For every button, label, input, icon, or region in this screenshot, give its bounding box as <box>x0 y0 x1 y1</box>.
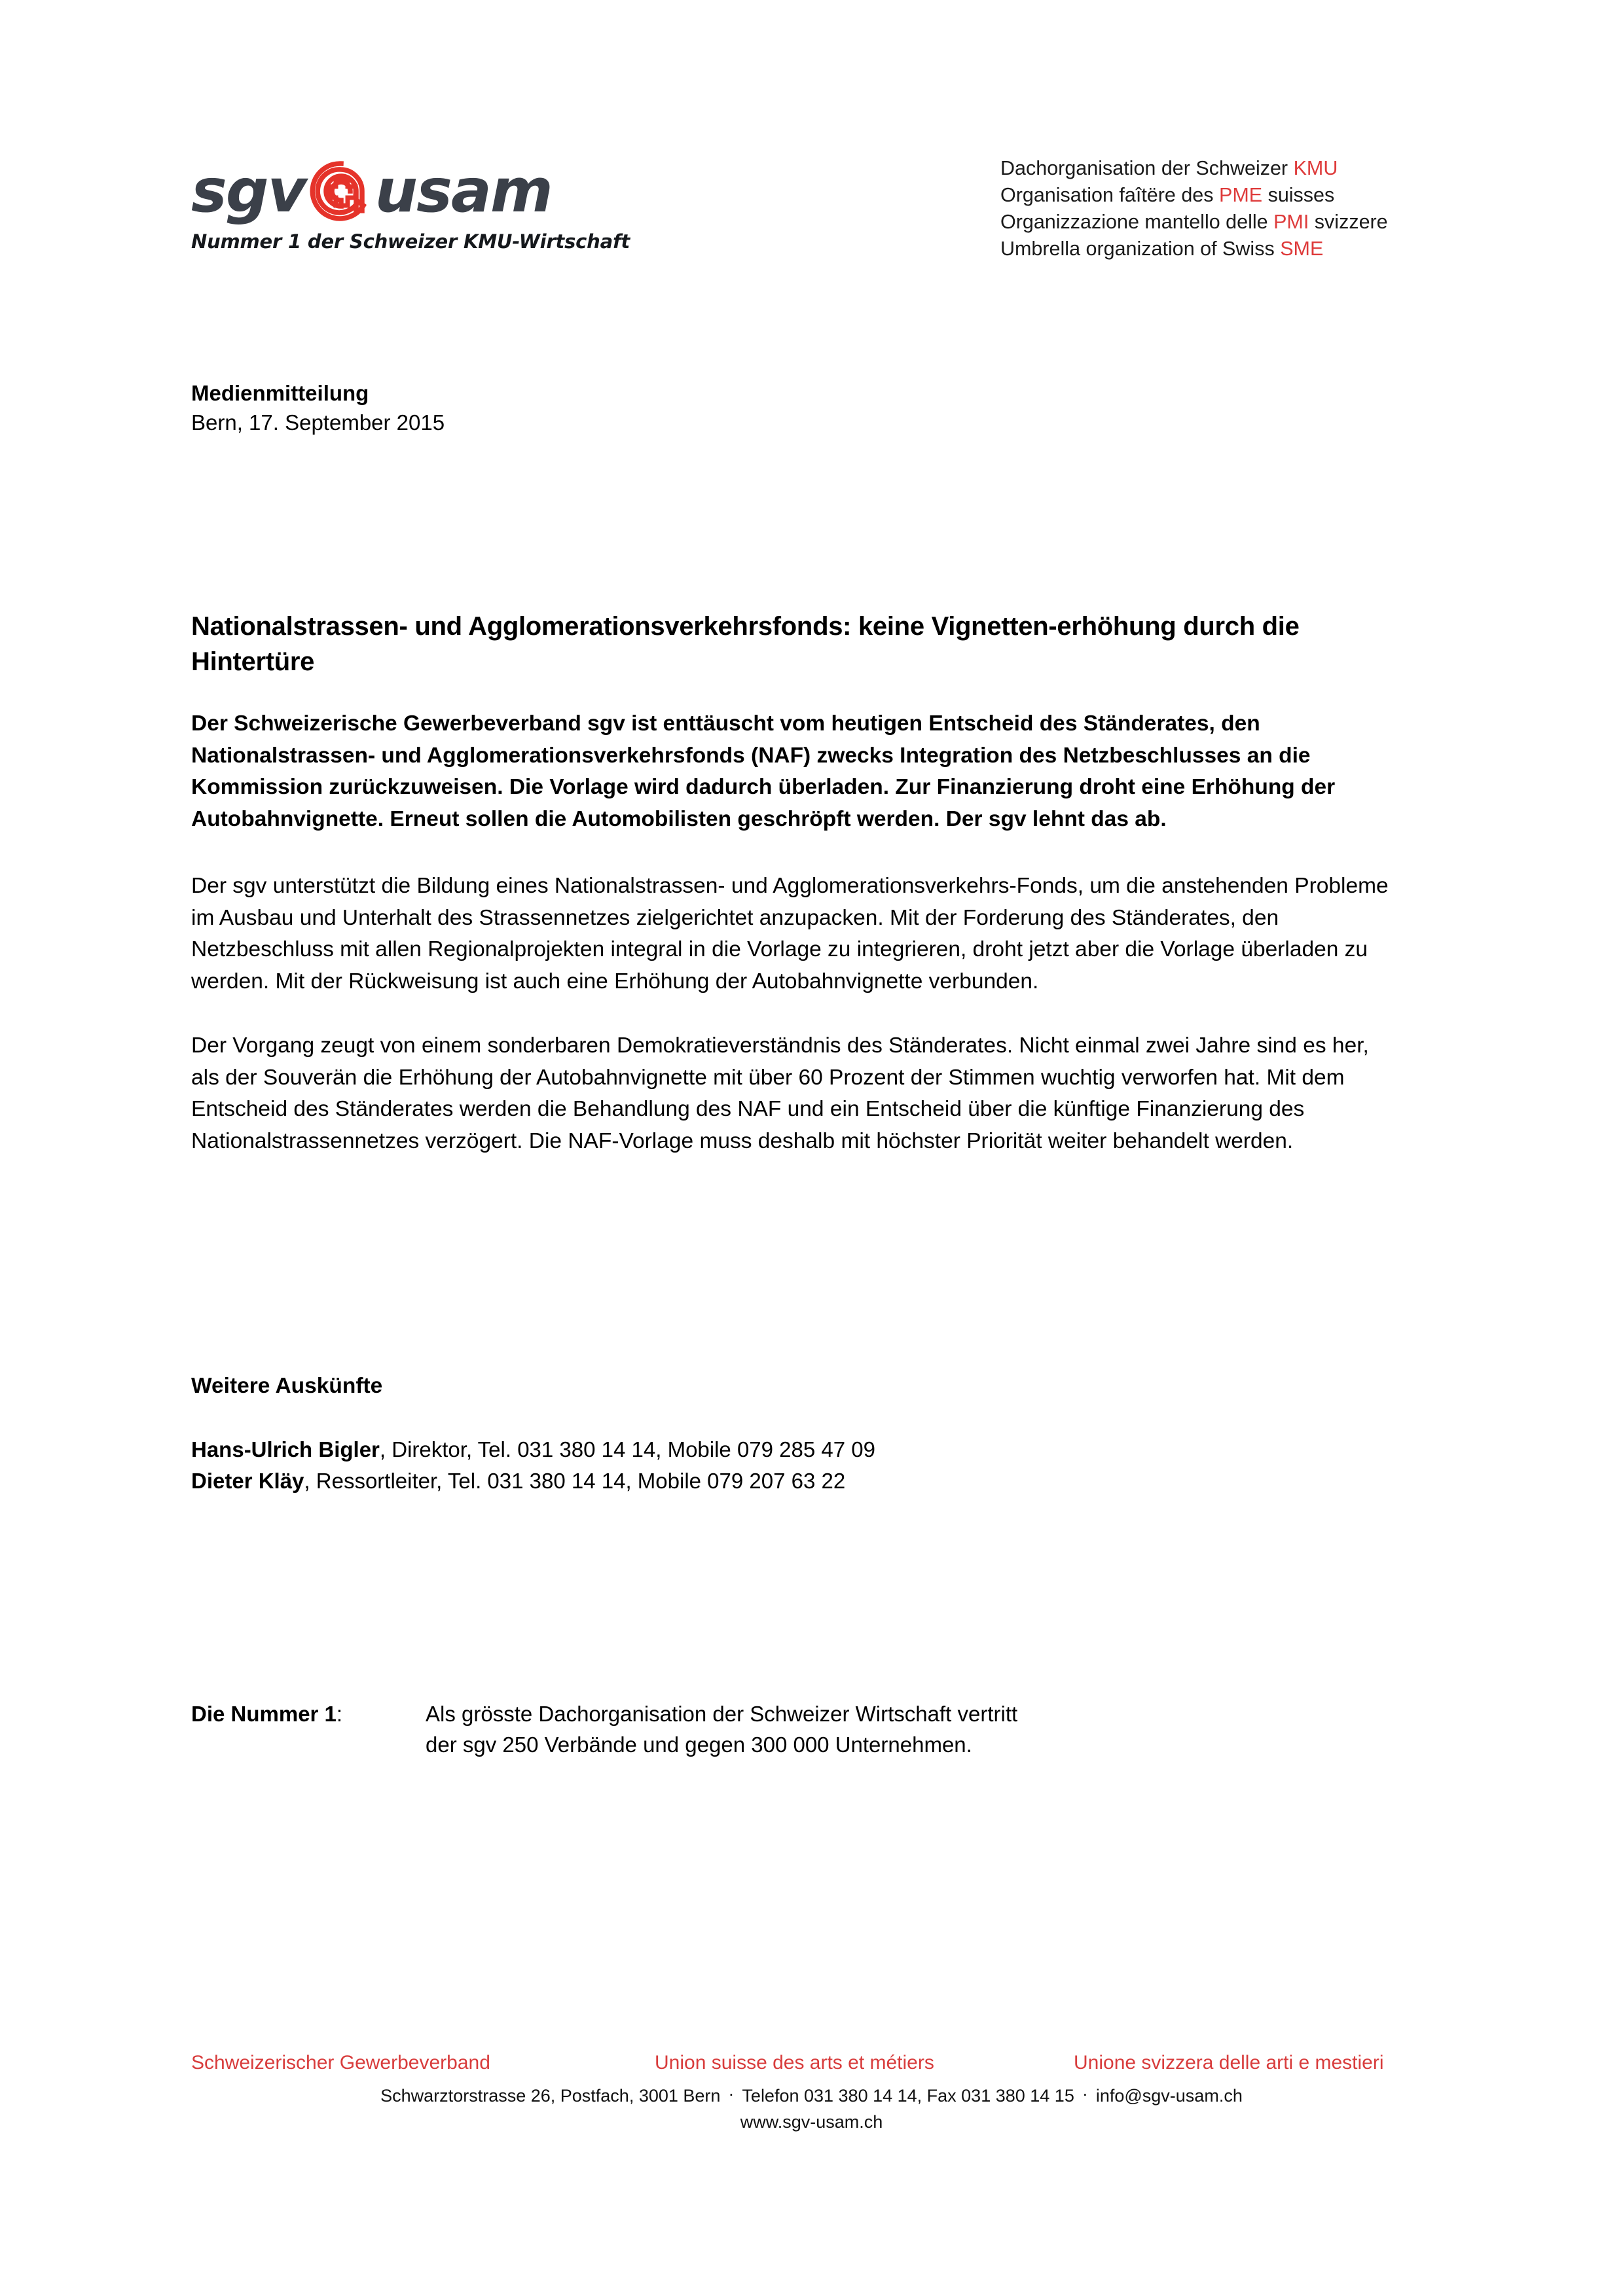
logo-wordmark <box>191 156 558 226</box>
footer-website[interactable]: www.sgv-usam.ch <box>740 2112 883 2132</box>
document-meta <box>191 378 445 437</box>
sgv-usam-logo <box>191 156 630 253</box>
document-body <box>191 609 1422 1190</box>
boilerplate-section <box>191 1698 1422 1760</box>
contact-person-row <box>191 1465 1422 1497</box>
footer-org-name-fr: Union suisse des arts et métiers <box>655 2052 934 2073</box>
document-header <box>0 0 1623 301</box>
footer-separator-2: · <box>1082 2084 1088 2104</box>
boilerplate-text <box>426 1698 1017 1760</box>
footer-org-name-de: Schweizerischer Gewerbeverband <box>191 2052 490 2073</box>
header-lang-it: Organizzazione mantello delle PMI svizzere <box>1000 211 1388 233</box>
boilerplate-line: Als grösste Dachorganisation der Schweizer Wirtschaft vertritt <box>426 1702 1018 1726</box>
lead-paragraph: Der Schweizerische Gewerbeverband sgv ist enttäuscht vom heutigen Entscheid des Ständerates, den Nationalstrassen- und Agglomerationsverkehrsfonds (NAF) zwecks Integration des Netzbeschlusses an die Kommission zurückzuweisen. Die Vorlage wird dadurch überladen. Zur Finanzierung droht eine Erhöhung der Autobahnvignette. Erneut sollen die Automobilisten geschröpft werden. Der sgv lehnt das ab. <box>191 711 1336 831</box>
header-lang-en: Umbrella organization of Swiss SME <box>1000 238 1324 260</box>
footer-org-names <box>0 2041 1623 2076</box>
contact-person-details: , Direktor, Tel. 031 380 14 14, Mobile 079 285 47 09 <box>379 1437 875 1462</box>
logo-tagline: Nummer 1 der Schweizer KMU-Wirtschaft <box>191 230 630 253</box>
body-paragraph-2: Der Vorgang zeugt von einem sonderbaren Demokratieverständnis des Ständerates. Nicht einmal zwei Jahre sind es her, als der Souverän die Erhöhung der Autobahnvignette mit über 60 Prozent der Stimmen wuchtig verworfen hat. Mit dem Entscheid des Ständerates werden die Behandlung des NAF und ein Entscheid über die künftige Finanzierung des Nationalstrassennetzes verzögert. Die NAF-Vorlage muss deshalb mit höchster Priorität weiter behandelt werden. <box>191 1033 1369 1153</box>
contact-person-name: Hans-Ulrich Bigler <box>191 1437 380 1462</box>
contact-person-row <box>191 1434 1422 1465</box>
contact-heading: Weitere Auskünfte <box>191 1374 383 1398</box>
contact-person-details: , Ressortleiter, Tel. 031 380 14 14, Mobile 079 207 63 22 <box>304 1469 846 1493</box>
footer-address-line <box>0 2083 1623 2109</box>
body-paragraph-1: Der sgv unterstützt die Bildung eines Nationalstrassen- und Agglomerationsverkehrs-Fonds, um die anstehenden Probleme im Ausbau und Unterhalt des Strassennetzes zielgerichtet anzupacken. Mit der Forderung des Ständerates, den Netzbeschluss mit allen Regionalprojekten integral in die Vorlage zu integrieren, droht jetzt aber die Vorlage überladen zu werden. Mit der Rückweisung ist auch eine Erhöhung der Autobahnvignette verbunden. <box>191 874 1389 994</box>
page-title: Nationalstrassen- und Agglomerationsverkehrsfonds: keine Vignetten-erhöhung durch die Hintertüre <box>191 612 1300 676</box>
footer-street-address: Schwarztorstrasse 26, Postfach, 3001 Bern <box>380 2086 721 2106</box>
logo-text-usam: usam <box>374 156 552 226</box>
boilerplate-label: Die Nummer 1: <box>191 1702 343 1726</box>
footer-separator-1: · <box>728 2084 735 2104</box>
logo-text-sgv: sgv <box>191 156 306 226</box>
footer-org-name-it: Unione svizzera delle arti e mestieri <box>1074 2052 1384 2073</box>
document-footer <box>0 2041 1623 2135</box>
place-date-label: Bern, 17. September 2015 <box>191 410 445 435</box>
header-language-lines <box>1000 155 1388 262</box>
footer-email[interactable]: info@sgv-usam.ch <box>1095 2086 1243 2106</box>
swiss-cross-circle-icon <box>310 160 373 223</box>
document-type-label: Medienmitteilung <box>191 381 369 405</box>
contact-section <box>191 1371 1422 1497</box>
boilerplate-line: der sgv 250 Verbände und gegen 300 000 Unternehmen. <box>426 1732 972 1757</box>
footer-phone: Telefon 031 380 14 14, Fax 031 380 14 15 <box>742 2086 1074 2106</box>
header-lang-fr: Organisation faîtëre des PME suisses <box>1000 184 1335 206</box>
contact-person-name: Dieter Kläy <box>191 1469 304 1493</box>
header-lang-de: Dachorganisation der Schweizer KMU <box>1000 157 1338 179</box>
